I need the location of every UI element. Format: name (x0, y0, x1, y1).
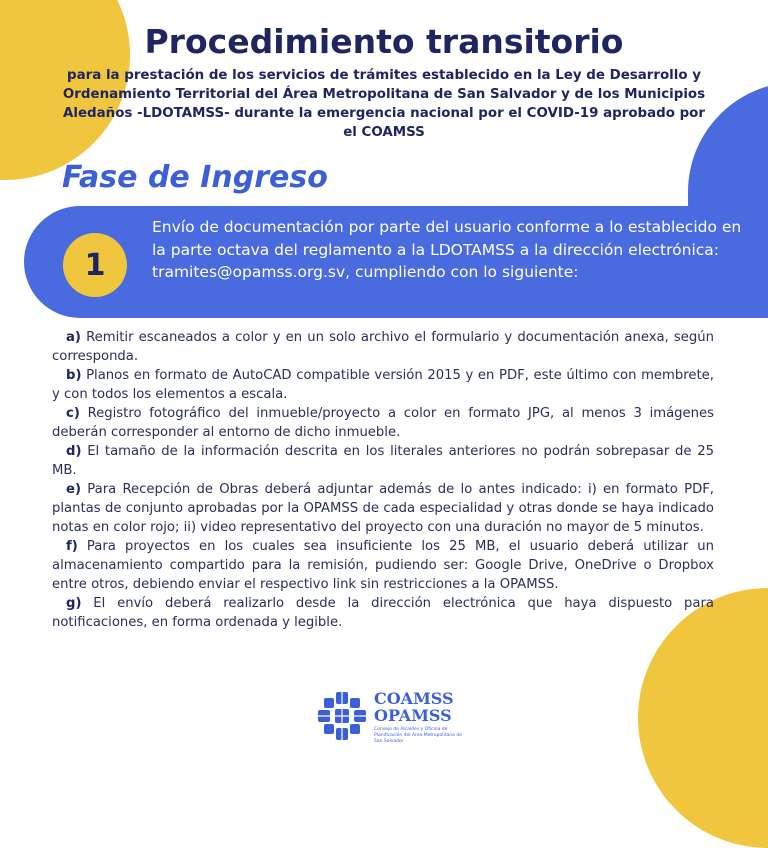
item-letter: c) (66, 406, 80, 421)
logo-tagline: Consejo de Alcaldes y Oficina de Planificación del Área Metropolitana de San Salvador (374, 727, 462, 744)
item-text: Para proyectos en los cuales sea insuficiente los 25 MB, el usuario deberá utilizar un almacenamiento compartido para la remisión, pudiendo ser: Google Drive, OneDrive o Dropbox entre otros, debiendo enviar el respectivo link sin restricciones a la OPAMSS. (52, 539, 714, 592)
coamss-opamss-logo (316, 688, 466, 748)
requirements-list (52, 328, 714, 632)
item-letter: a) (66, 330, 81, 345)
list-item (52, 404, 714, 442)
list-item (52, 537, 714, 594)
item-letter: d) (66, 444, 82, 459)
list-item (52, 366, 714, 404)
item-letter: g) (66, 596, 82, 611)
list-item (52, 328, 714, 366)
logo-name-coamss: COAMSS (374, 689, 454, 708)
list-item (52, 442, 714, 480)
phase-title: Fase de Ingreso (62, 160, 328, 195)
step-number-badge: 1 (63, 233, 127, 297)
list-item (52, 594, 714, 632)
item-text: El tamaño de la información descrita en los literales anteriores no podrán sobrepasar de 25 MB. (52, 444, 714, 478)
item-letter: f) (66, 539, 78, 554)
logo-emblem-icon (316, 690, 368, 742)
item-text: Planos en formato de AutoCAD compatible versión 2015 y en PDF, este último con membrete, y con todos los elementos a escala. (52, 368, 714, 402)
item-letter: b) (66, 368, 82, 383)
page-subtitle: para la prestación de los servicios de trámites establecido en la Ley de Desarrollo y Ordenamiento Territorial del Área Metropolitana de San Salvador y de los Municipios Aledaños -LDOTAMSS- durante la emergencia nacional por el COVID-19 aprobado por el COAMSS (62, 68, 706, 140)
logo-name-opamss: OPAMSS (374, 706, 452, 725)
item-letter: e) (66, 482, 81, 497)
item-text: El envío deberá realizarlo desde la dirección electrónica que haya dispuesto para notificaciones, en forma ordenada y legible. (52, 596, 714, 630)
page-title: Procedimiento transitorio (144, 22, 624, 61)
item-text: Remitir escaneados a color y en un solo archivo el formulario y documentación anexa, según corresponda. (52, 330, 714, 364)
step-description: Envío de documentación por parte del usuario conforme a lo establecido en la parte octava del reglamento a la LDOTAMSS a la dirección electrónica: tramites@opamss.org.sv, cumpliendo con lo siguiente: (152, 218, 742, 281)
item-text: Para Recepción de Obras deberá adjuntar además de lo antes indicado: i) en formato PDF, plantas de conjunto aprobadas por la OPAMSS de cada especialidad y otras donde se haya indicado notas en color rojo; ii) video representativo del proyecto con una duración no mayor de 5 minutos. (52, 482, 714, 535)
list-item (52, 480, 714, 537)
item-text: Registro fotográfico del inmueble/proyecto a color en formato JPG, al menos 3 imágenes deberán corresponder al entorno de dicho inmueble. (52, 406, 714, 440)
